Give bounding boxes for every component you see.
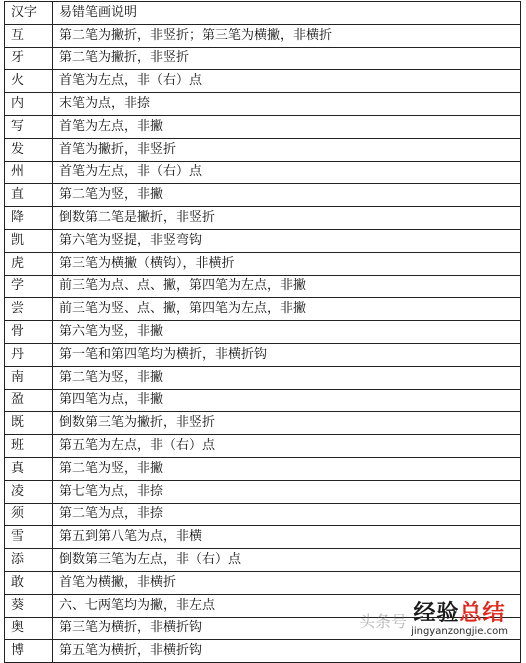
character-cell: 班 [5, 435, 53, 458]
character-cell: 降 [5, 207, 53, 230]
character-cell: 州 [5, 161, 53, 184]
character-cell: 盈 [5, 389, 53, 412]
explanation-cell: 第三笔为横撇（横钩），非横折 [53, 252, 521, 275]
column-header-explanation: 易错笔画说明 [53, 2, 521, 25]
character-cell: 葵 [5, 594, 53, 617]
table-header-row [5, 2, 521, 25]
explanation-cell: 倒数第三笔为左点，非（右）点 [53, 549, 521, 572]
explanation-cell: 末笔为点，非捺 [53, 93, 521, 116]
explanation-cell: 第七笔为点，非捺 [53, 480, 521, 503]
table-row [5, 70, 521, 93]
table-row [5, 47, 521, 70]
character-cell: 内 [5, 93, 53, 116]
character-cell: 发 [5, 138, 53, 161]
explanation-cell: 第四笔为点，非撇 [53, 389, 521, 412]
table-row [5, 640, 521, 663]
table-row [5, 412, 521, 435]
character-cell: 尝 [5, 298, 53, 321]
document-page [4, 1, 520, 663]
character-cell: 敢 [5, 571, 53, 594]
explanation-cell: 第二笔为竖，非撇 [53, 184, 521, 207]
table-row [5, 138, 521, 161]
table-row [5, 549, 521, 572]
character-cell: 真 [5, 457, 53, 480]
watermark-brand: 头条号 [359, 611, 408, 631]
explanation-cell: 首笔为左点，非（右）点 [53, 70, 521, 93]
explanation-cell: 首笔为横撇，非横折 [53, 571, 521, 594]
table-row [5, 93, 521, 116]
explanation-cell: 首笔为撇折，非竖折 [53, 138, 521, 161]
character-cell: 学 [5, 275, 53, 298]
character-cell: 互 [5, 24, 53, 47]
table-row [5, 343, 521, 366]
character-cell: 凌 [5, 480, 53, 503]
character-cell: 博 [5, 640, 53, 663]
character-cell: 南 [5, 366, 53, 389]
explanation-cell: 六、七两笔均为撇，非左点 [53, 594, 521, 617]
character-cell: 直 [5, 184, 53, 207]
table-row [5, 594, 521, 617]
character-cell: 添 [5, 549, 53, 572]
explanation-cell: 首笔为左点，非（右）点 [53, 161, 521, 184]
table-row [5, 115, 521, 138]
table-row [5, 24, 521, 47]
table-row [5, 298, 521, 321]
character-cell: 凯 [5, 229, 53, 252]
character-cell: 丹 [5, 343, 53, 366]
table-row [5, 617, 521, 640]
character-cell: 骨 [5, 321, 53, 344]
explanation-cell: 第六笔为竖提，非竖弯钩 [53, 229, 521, 252]
table-row [5, 503, 521, 526]
explanation-cell: 第二笔为竖，非撇 [53, 457, 521, 480]
character-cell: 牙 [5, 47, 53, 70]
explanation-cell: 倒数第二笔是撇折，非竖折 [53, 207, 521, 230]
explanation-cell: 第二笔为竖，非撇 [53, 366, 521, 389]
table-body [5, 24, 521, 662]
character-cell: 奥 [5, 617, 53, 640]
explanation-cell: 第一笔和第四笔均为横折，非横折钩 [53, 343, 521, 366]
table-row [5, 229, 521, 252]
table-row [5, 321, 521, 344]
character-cell: 火 [5, 70, 53, 93]
watermark-logo-domain: jingyanzongjie.com [411, 626, 508, 637]
explanation-cell: 倒数第三笔为撇折，非竖折 [53, 412, 521, 435]
table-row [5, 571, 521, 594]
table-row [5, 457, 521, 480]
table-row [5, 161, 521, 184]
explanation-cell: 前三笔为点、点、撇，第四笔为左点，非撇 [53, 275, 521, 298]
explanation-cell: 第五笔为横折，非横折钩 [53, 640, 521, 663]
explanation-cell: 第六笔为竖，非撇 [53, 321, 521, 344]
explanation-cell: 首笔为左点，非撇 [53, 115, 521, 138]
character-cell: 虎 [5, 252, 53, 275]
explanation-cell: 第二笔为撇折，非竖折；第三笔为横撇，非横折 [53, 24, 521, 47]
watermark-logo-part1: 经验 [413, 601, 460, 626]
character-cell: 写 [5, 115, 53, 138]
explanation-cell: 第二笔为点，非捺 [53, 503, 521, 526]
table-row [5, 366, 521, 389]
character-cell: 须 [5, 503, 53, 526]
stroke-error-table [4, 1, 521, 663]
explanation-cell: 第五到第八笔为点，非横 [53, 526, 521, 549]
explanation-cell: 第五笔为左点，非（右）点 [53, 435, 521, 458]
explanation-cell: 第二笔为撇折，非竖折 [53, 47, 521, 70]
explanation-cell: 第三笔为横折，非横折钩 [53, 617, 521, 640]
character-cell: 既 [5, 412, 53, 435]
character-cell: 雪 [5, 526, 53, 549]
explanation-cell: 前三笔为竖、点、撇，第四笔为左点，非撇 [53, 298, 521, 321]
table-row [5, 389, 521, 412]
watermark-logo-part2: 总结 [459, 601, 506, 626]
table-row [5, 252, 521, 275]
table-row [5, 275, 521, 298]
table-row [5, 435, 521, 458]
column-header-character: 汉字 [5, 2, 53, 25]
table-row [5, 207, 521, 230]
table-row [5, 184, 521, 207]
table-row [5, 480, 521, 503]
table-row [5, 526, 521, 549]
